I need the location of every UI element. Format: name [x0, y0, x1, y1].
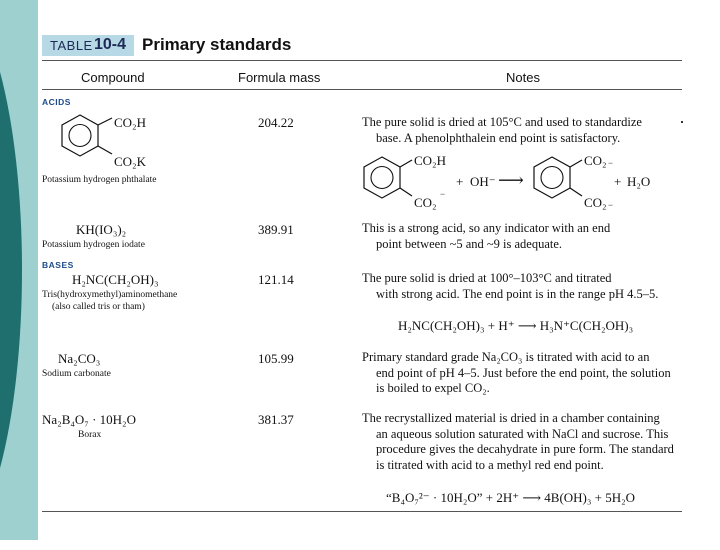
table-label: TABLE [50, 38, 93, 53]
tris-note-line-1: The pure solid is dried at 100°–103°C and titrated [362, 271, 612, 285]
eq-plus-1: + [456, 174, 464, 189]
khp-name: Potassium hydrogen phthalate [42, 175, 157, 185]
na2co3-name: Sodium carbonate [42, 369, 111, 379]
eq-product-charge-top: − [608, 158, 614, 168]
bottom-rule [42, 511, 682, 512]
eq-product-group-bottom: CO₂ [584, 195, 607, 210]
eq-hydroxide: OH⁻ [470, 174, 496, 189]
na2co3-formula: Na₂CO₃ [58, 351, 101, 366]
borax-note [362, 411, 684, 473]
khp-group-top: CO₂H [114, 115, 146, 130]
eq-water: H₂O [627, 174, 651, 189]
tris-formula: H₂NC(CH₂OH)₃ [72, 272, 159, 287]
kh-iodate-note-line-2: point between ~5 and ~9 is adequate. [376, 236, 563, 251]
header-notes: Notes [506, 70, 540, 85]
eq-reactant-group-top: CO₂H [414, 153, 446, 168]
top-rule [42, 60, 682, 61]
borax-note-line-3: procedure gives the decahydrate in pure form. The standard [376, 442, 674, 456]
tris-mass: 121.14 [258, 272, 294, 287]
khp-note [362, 115, 684, 146]
kh-iodate-note-line-1: This is a strong acid, so any indicator with an end [362, 221, 611, 235]
eq-plus-2: + [614, 174, 622, 189]
na2co3-note [362, 350, 684, 397]
section-bases: BASES [42, 260, 74, 270]
borax-note-line-1: The recrystallized material is dried in a chamber containing [362, 411, 660, 425]
borax-formula: Na₂B₄O₇ · 10H₂O [42, 412, 136, 427]
na2co3-note-line-3: is boiled to expel CO₂. [376, 381, 490, 395]
khp-product-ring [532, 152, 584, 208]
borax-equation: “B₄O₇²⁻ · 10H₂O” + 2H⁺ ⟶ 4B(OH)₃ + 5H₂O [386, 490, 636, 505]
kh-iodate-note [362, 221, 684, 252]
eq-arrow: ⟶ [498, 170, 524, 190]
tris-equation: H₂NC(CH₂OH)₃ + H⁺ ⟶ H₃N⁺C(CH₂OH)₃ [398, 318, 634, 333]
khp-mass: 204.22 [258, 115, 294, 130]
tris-note [362, 271, 684, 302]
khp-note-line-1: The pure solid is dried at 105°C and used to standardize [362, 115, 642, 129]
table-number: 10-4 [94, 36, 127, 53]
borax-mass: 381.37 [258, 412, 294, 427]
header-rule [42, 89, 682, 90]
khp-note-line-2: base. A phenolphthalein end point is satisfactory. [376, 130, 621, 145]
eq-reactant-charge: − [440, 189, 446, 199]
header-formula-mass: Formula mass [238, 70, 321, 85]
kh-iodate-mass: 389.91 [258, 222, 294, 237]
kh-iodate-formula: KH(IO₃)₂ [76, 222, 127, 237]
eq-product-group-top: CO₂ [584, 153, 607, 168]
eq-product-charge-bottom: − [608, 200, 614, 210]
khp-structure [60, 110, 120, 172]
khp-group-bottom: CO₂K [114, 154, 146, 169]
tris-alt-name: (also called tris or tham) [52, 302, 145, 312]
borax-note-line-4: is titrated with acid to a methyl red end point. [376, 457, 604, 472]
eq-reactant-group-bottom: CO₂ [414, 195, 437, 210]
table-title: Primary standards [142, 35, 292, 54]
header-compound: Compound [81, 70, 145, 85]
na2co3-note-line-1: Primary standard grade Na₂CO₃ is titrated with acid to an [362, 350, 650, 364]
borax-name: Borax [78, 430, 102, 440]
stray-dot [681, 121, 683, 123]
na2co3-mass: 105.99 [258, 351, 294, 366]
tris-name: Tris(hydroxymethyl)aminomethane [42, 290, 178, 300]
kh-iodate-name: Potassium hydrogen iodate [42, 240, 145, 250]
na2co3-note-line-2: end point of pH 4–5. Just before the end point, the solution [376, 365, 671, 380]
table-page [42, 0, 682, 540]
section-acids: ACIDS [42, 97, 71, 107]
borax-note-line-2: an aqueous solution saturated with NaCl and sucrose. This [376, 426, 669, 441]
khp-reactant-ring [362, 152, 414, 208]
tris-note-line-2: with strong acid. The end point is in the range pH 4.5–5. [376, 286, 659, 301]
